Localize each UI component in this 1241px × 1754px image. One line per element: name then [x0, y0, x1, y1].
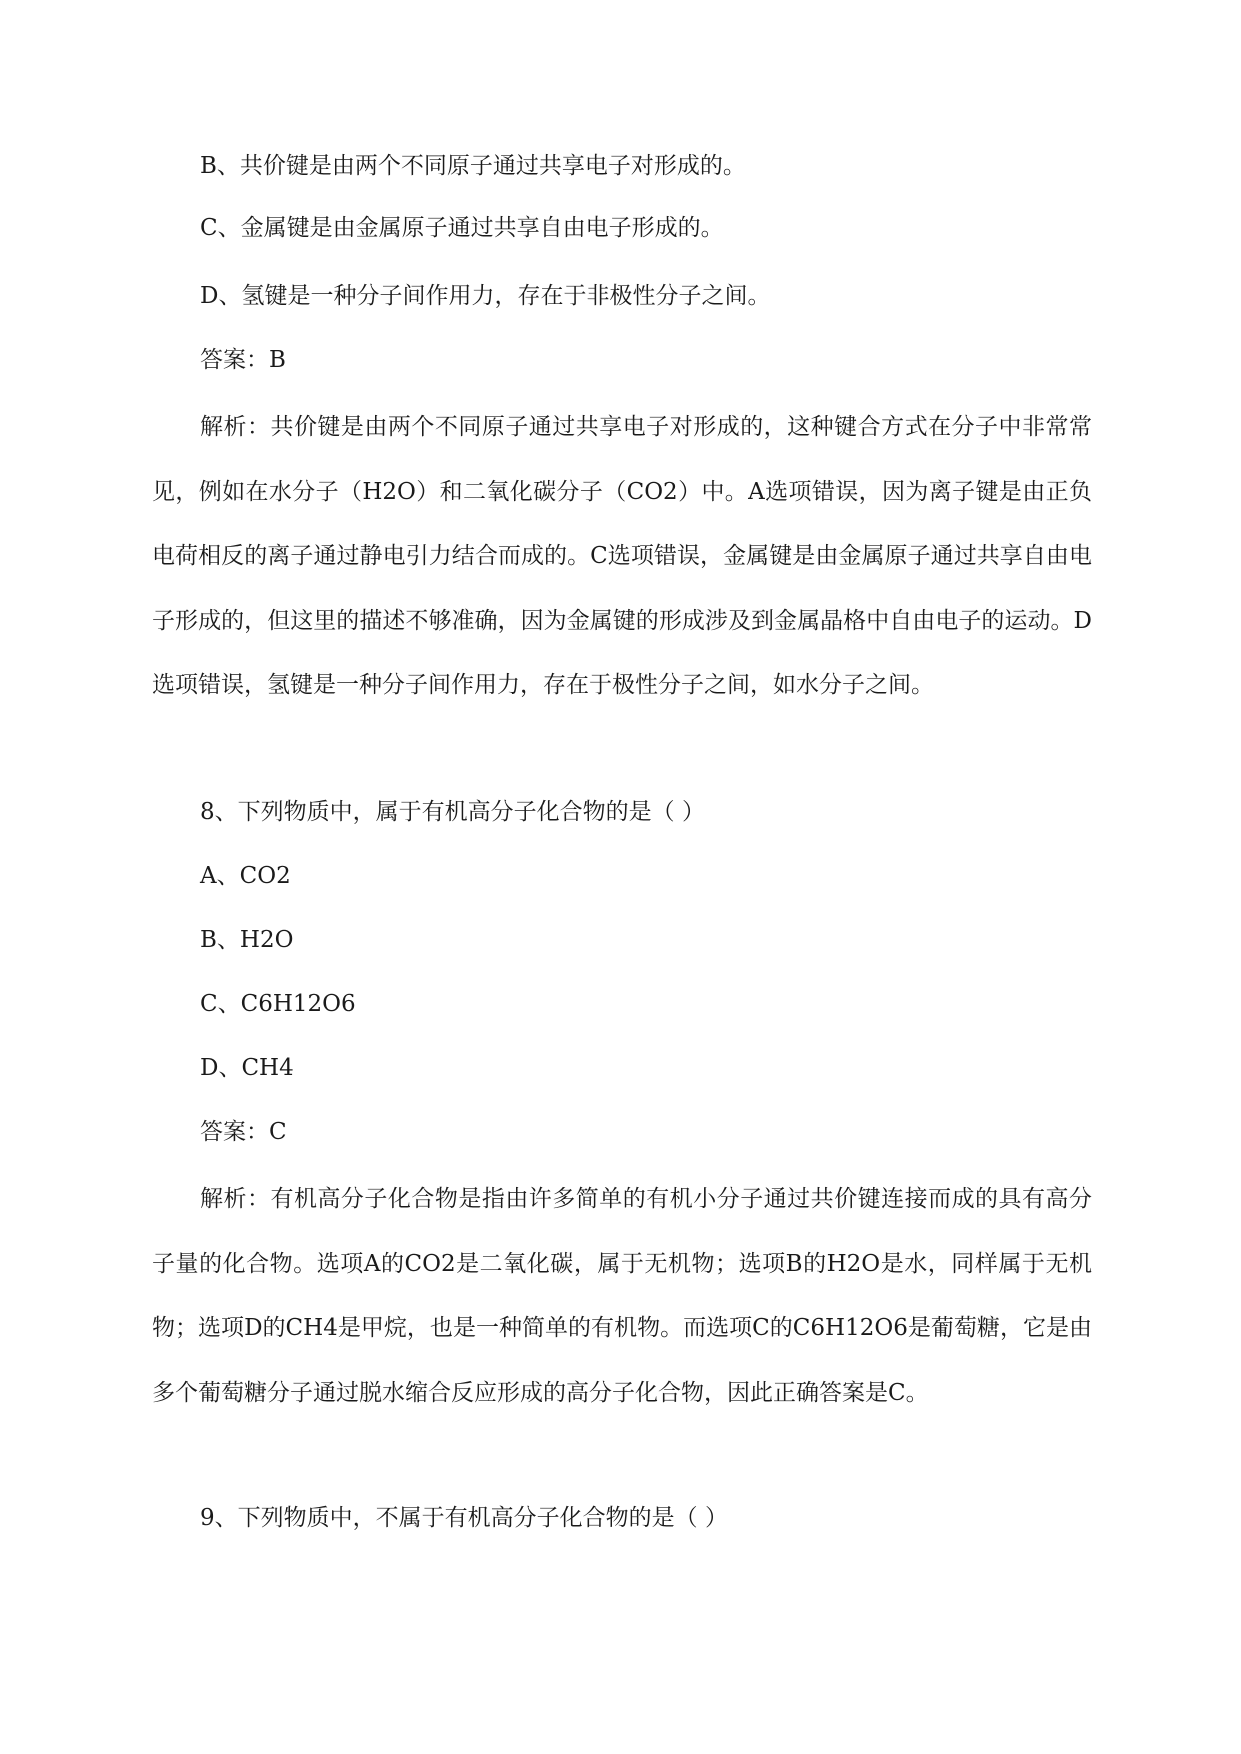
option-8b: B、H2O [200, 927, 294, 953]
option-8c: C、C6H12O6 [200, 991, 356, 1017]
explanation-7: 解析：共价键是由两个不同原子通过共享电子对形成的，这种键合方式在分子中非常常见，例如在水分子（H2O）和二氧化碳分子（CO2）中。A选项错误，因为离子键是由正负电荷相反的离子通过静电引力结合而成的。C选项错误，金属键是由金属原子通过共享自由电子形成的，但这里的描述不够准确，因为金属键的形成涉及到金属晶格中自由电子的运动。D选项错误，氢键是一种分子间作用力，存在于极性分子之间，如水分子之间。 [152, 414, 1092, 698]
option-8a: A、CO2 [200, 863, 291, 889]
option-7d: D、氢键是一种分子间作用力，存在于非极性分子之间。 [200, 283, 771, 309]
answer-7: 答案：B [200, 347, 286, 373]
answer-8: 答案：C [200, 1119, 287, 1145]
option-7b: B、共价键是由两个不同原子通过共享电子对形成的。 [200, 153, 746, 179]
question-9: 9、下列物质中，不属于有机高分子化合物的是（ ） [200, 1505, 728, 1531]
option-8d: D、CH4 [200, 1055, 294, 1081]
option-7c: C、金属键是由金属原子通过共享自由电子形成的。 [200, 215, 724, 241]
question-8: 8、下列物质中，属于有机高分子化合物的是（ ） [200, 799, 705, 825]
explanation-8: 解析：有机高分子化合物是指由许多简单的有机小分子通过共价键连接而成的具有高分子量的化合物。选项A的CO2是二氧化碳，属于无机物；选项B的H2O是水，同样属于无机物；选项D的CH4是甲烷，也是一种简单的有机物。而选项C的C6H12O6是葡萄糖，它是由多个葡萄糖分子通过脱水缩合反应形成的高分子化合物，因此正确答案是C。 [152, 1186, 1092, 1406]
